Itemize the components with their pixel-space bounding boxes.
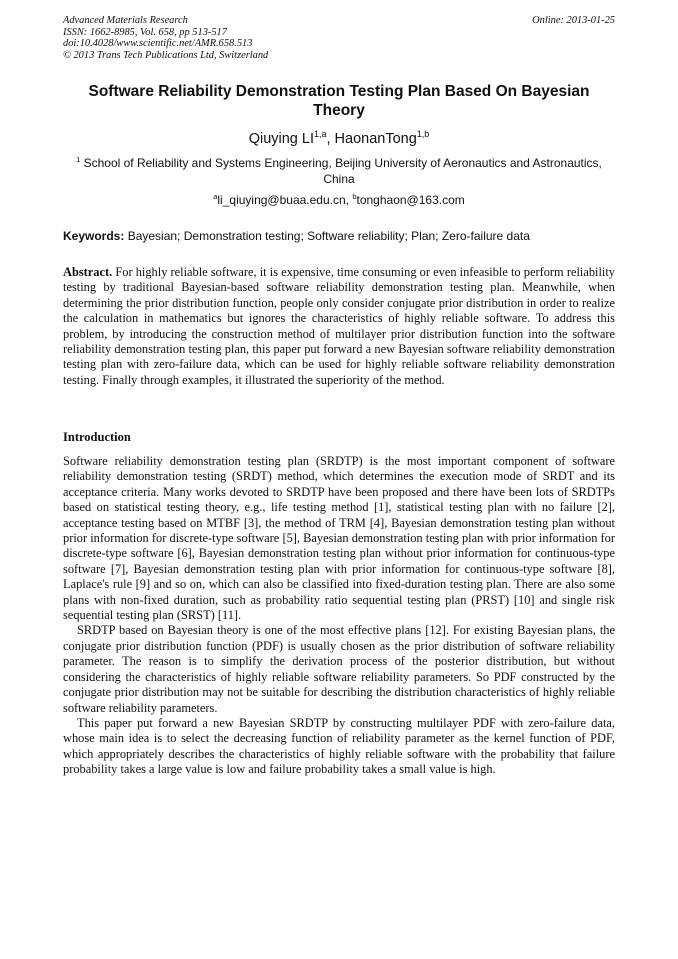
introduction-body — [63, 454, 615, 778]
email-mark: a — [213, 192, 218, 201]
journal-header — [63, 15, 268, 61]
keywords-text: Bayesian; Demonstration testing; Software reliability; Plan; Zero-failure data — [124, 229, 530, 243]
author-marks: 1,b — [416, 129, 430, 140]
author-name: Qiuying LI — [248, 131, 314, 147]
paragraph: Software reliability demonstration testing plan (SRDTP) is the most important component of software reliability demonstration testing (SRDT) method, which determines the execution mode of SRDT and its acceptance criteria. Many works devoted to SRDTP have been proposed and there have been lots of SRDTPs based on statistical testing theory, e.g., life testing method [1], statistical testing plan with no failure [2], acceptance testing based on MTBF [3], the method of TRM [4], Bayesian demonstration testing plan without prior information for discrete-type software [5], Bayesian demonstration testing plan with prior information for discrete-type software [6], Bayesian demonstration testing plan without prior information for continuous-type software [7], Bayesian demonstration testing plan with prior information for continuous-type software [8], Laplace's rule [9] and so on, which can also be classified into fixed-duration testing plan. There are also some plans with non-fixed duration, such as probability ratio sequential testing plan (PRST) [10] and single risk sequential testing plan (SRST) [11]. — [63, 454, 615, 623]
paper-title: Software Reliability Demonstration Testing Plan Based On Bayesian Theory — [88, 83, 590, 119]
author-name: HaonanTong — [334, 131, 417, 147]
email-separator: , — [345, 193, 353, 207]
email-mark: b — [352, 192, 357, 201]
email-address[interactable]: li_qiuying@buaa.edu.cn — [217, 193, 346, 207]
abstract — [63, 265, 615, 388]
affiliation-text: School of Reliability and Systems Engineering, Beijing University of Aeronautics and Astronautics, China — [80, 156, 602, 186]
email-address[interactable]: tonghaon@163.com — [356, 193, 465, 207]
paragraph: This paper put forward a new Bayesian SRDTP by constructing multilayer PDF with zero-failure data, whose main idea is to select the decreasing function of reliability parameter as the kernel function of PDF, which appropriately describes the characteristics of highly reliable software with the probability that failure probability takes a large value is low and failure probability takes a small value is high. — [63, 715, 615, 777]
keywords — [63, 229, 615, 244]
keywords-label: Keywords: — [63, 229, 125, 243]
affiliation-mark: 1 — [76, 155, 81, 164]
journal-name: Advanced Materials Research — [63, 15, 188, 26]
author-separator: , — [326, 131, 335, 147]
journal-doi: doi:10.4028/www.scientific.net/AMR.658.513 — [63, 38, 253, 50]
journal-issn: ISSN: 1662-8985, Vol. 658, pp 513-517 — [63, 26, 227, 38]
paragraph: SRDTP based on Bayesian theory is one of the most effective plans [12]. For existing Bayesian plans, the conjugate prior distribution function (PDF) is usually chosen as the prior distribution of software reliability parameter. The reason is to simplify the derivation process of the posterior distribution, but without considering the characteristics of highly reliable software reliability parameters. So PDF constructed by the conjugate prior distribution may not be suitable for describing the distribution characteristics of highly reliable software reliability parameters. — [63, 623, 615, 715]
online-date: Online: 2013-01-25 — [532, 15, 615, 26]
abstract-label: Abstract. — [63, 265, 113, 279]
abstract-text: For highly reliable software, it is expensive, time consuming or even infeasible to perform reliability testing by traditional Bayesian-based software reliability demonstration testing plan. Meanwhile, when determining the prior distribution function, people only consider conjugate prior distribution in order to realize the calculation in mathematics but ignores the characteristics of highly reliable software. To address this problem, by introducing the construction method of multilayer prior distribution function into the software reliability demonstration testing plan, this paper put forward a new Bayesian software reliability demonstration testing plan with zero-failure data, which can be used for highly reliable software reliability demonstration testing. Finally through examples, it illustrated the superiority of the method. — [63, 265, 615, 387]
journal-copyright: © 2013 Trans Tech Publications Ltd, Switzerland — [63, 49, 269, 61]
affiliation — [63, 156, 615, 187]
author-emails — [63, 193, 615, 208]
author-marks: 1,a — [313, 129, 327, 140]
section-heading-introduction: Introduction — [63, 430, 131, 444]
author-list — [63, 130, 615, 148]
